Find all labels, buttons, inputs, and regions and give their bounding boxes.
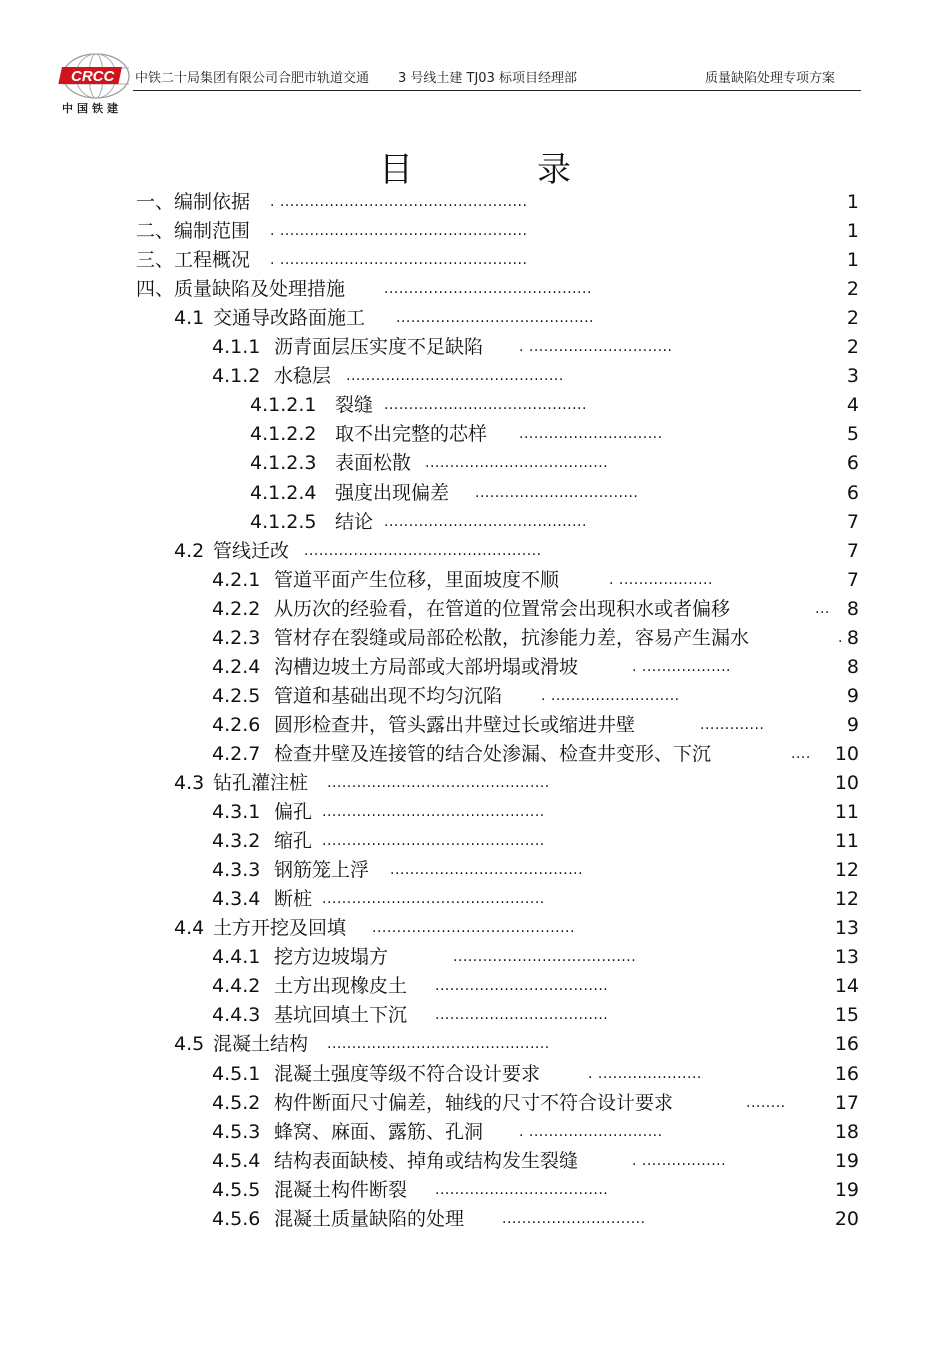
toc-entry-title: 结论: [335, 510, 374, 533]
toc-entry-title: 土方开挖及回填: [213, 917, 347, 940]
toc-entry-number: 4.1.2.2: [250, 423, 317, 446]
toc-entry-title: 二、编制范围: [136, 220, 251, 243]
toc-entry-leader-dots: . ...........................: [519, 1123, 663, 1140]
toc-entry-number: 4.2.7: [212, 742, 261, 765]
toc-entry[interactable]: [0, 595, 950, 624]
toc-entry-title: 构件断面尺寸偏差，轴线的尺寸不符合设计要求: [274, 1091, 674, 1114]
header-project: 3 号线土建 TJ03 标项目经理部: [398, 71, 577, 86]
toc-entry-leader-dots: ....: [791, 745, 811, 762]
toc-entry[interactable]: [0, 537, 950, 566]
toc-entry-title: 混凝土强度等级不符合设计要求: [274, 1062, 541, 1085]
toc-entry-title: 缩孔: [274, 830, 313, 853]
toc-entry[interactable]: [0, 1176, 950, 1205]
toc-entry-number: 4.1.2.3: [250, 452, 317, 475]
toc-entry[interactable]: [0, 1030, 950, 1059]
header-doc-title: 质量缺陷处理专项方案: [705, 71, 836, 86]
header-rule: [133, 90, 861, 91]
toc-entry-title: 沟槽边坡土方局部或大部坍塌或滑坡: [274, 655, 579, 678]
toc-entry[interactable]: [0, 420, 950, 449]
toc-entry-number: 4.5.6: [212, 1207, 261, 1230]
toc-entry-leader-dots: .......................................: [390, 862, 584, 879]
toc-entry-number: 4.3.1: [212, 801, 261, 824]
toc-entry-page-number: 10: [834, 742, 859, 765]
toc-entry-title: 表面松散: [335, 452, 412, 475]
toc-entry-page-number: 15: [834, 1004, 859, 1027]
toc-entry-number: 4.3.2: [212, 830, 261, 853]
toc-entry-page-number: 9: [846, 713, 859, 736]
toc-entry-page-number: 9: [846, 684, 859, 707]
toc-entry-page-number: 1: [846, 220, 859, 243]
toc-entry-leader-dots: .............: [700, 716, 765, 733]
toc-entry[interactable]: [0, 653, 950, 682]
toc-entry[interactable]: [0, 856, 950, 885]
toc-entry[interactable]: [0, 1205, 950, 1234]
toc-entry[interactable]: [0, 1147, 950, 1176]
toc-entry-title: 管道平面产生位移，里面坡度不顺: [274, 568, 560, 591]
toc-entry-number: 4.4.1: [212, 946, 261, 969]
toc-entry[interactable]: [0, 479, 950, 508]
toc-entry-leader-dots: ...................................: [435, 1181, 609, 1198]
title-char-2: 录: [537, 150, 571, 190]
toc-entry-leader-dots: . ..................................................: [270, 252, 528, 269]
toc-entry-page-number: 7: [846, 568, 859, 591]
toc-entry-number: 4.5.3: [212, 1120, 261, 1143]
toc-entry-leader-dots: ...................................: [435, 1007, 609, 1024]
toc-entry-title: 土方出现橡皮土: [274, 975, 408, 998]
toc-entry-title: 混凝土质量缺陷的处理: [274, 1207, 465, 1230]
toc-entry-page-number: 7: [846, 510, 859, 533]
toc-entry-title: 基坑回填土下沉: [274, 1004, 408, 1027]
toc-entry-leader-dots: . .................: [632, 1152, 727, 1169]
toc-entry-leader-dots: .............................................: [322, 833, 545, 850]
toc-entry-title: 强度出现偏差: [335, 481, 450, 504]
toc-entry-number: 4.2.5: [212, 684, 261, 707]
toc-entry-leader-dots: ........: [746, 1094, 786, 1111]
toc-entry-leader-dots: .........................................: [372, 920, 575, 937]
toc-entry-title: 挖方边坡塌方: [274, 946, 389, 969]
toc-entry-page-number: 1: [846, 191, 859, 213]
toc-entry-title: 钻孔灌注桩: [213, 772, 309, 794]
toc-entry-leader-dots: . .....................: [588, 1065, 702, 1082]
toc-entry[interactable]: [0, 449, 950, 478]
toc-entry-leader-dots: ...: [815, 600, 830, 617]
toc-entry[interactable]: [0, 275, 950, 304]
toc-entry-page-number: 18: [834, 1120, 859, 1143]
toc-entry-page-number: 20: [834, 1207, 859, 1230]
toc-entry-leader-dots: .: [838, 629, 843, 646]
toc-entry-number: 4.2.4: [212, 655, 261, 678]
toc-entry-page-number: 12: [834, 888, 859, 911]
toc-entry-leader-dots: .........................................: [384, 513, 587, 530]
toc-entry-page-number: 10: [834, 772, 859, 794]
toc-entry-page-number: 16: [834, 1062, 859, 1085]
toc-entry-page-number: 3: [846, 365, 859, 388]
toc-entry-title: 混凝土构件断裂: [274, 1178, 408, 1201]
toc-entry-page-number: 19: [834, 1149, 859, 1172]
toc-entry-title: 结构表面缺棱、掉角或结构发生裂缝: [274, 1149, 579, 1172]
toc-entry[interactable]: [0, 682, 950, 711]
toc-entry-page-number: 2: [846, 307, 859, 330]
toc-entry-page-number: 8: [846, 626, 859, 649]
toc-entry-leader-dots: .....................................: [453, 949, 637, 966]
toc-entry-leader-dots: . ..........................: [541, 687, 680, 704]
toc-entry[interactable]: [0, 1118, 950, 1147]
toc-entry[interactable]: [0, 914, 950, 943]
toc-entry-title: 三、工程概况: [136, 249, 251, 272]
header-org: 中铁二十局集团有限公司合肥市轨道交通: [135, 71, 370, 86]
toc-entry-page-number: 8: [846, 655, 859, 678]
toc-entry-leader-dots: .............................................: [322, 891, 545, 908]
toc-entry-page-number: 14: [834, 975, 859, 998]
toc-entry-number: 4.1.1: [212, 336, 261, 359]
toc-entry-leader-dots: .............................................: [327, 1036, 550, 1053]
toc-entry-leader-dots: ........................................: [396, 310, 595, 327]
toc-entry[interactable]: [0, 508, 950, 537]
toc-entry[interactable]: [0, 740, 950, 769]
toc-entry[interactable]: [0, 391, 950, 420]
toc-entry-number: 4.3.3: [212, 859, 261, 882]
toc-entry[interactable]: [0, 827, 950, 856]
toc-entry-leader-dots: ............................................: [346, 368, 564, 385]
toc-entry-title: 四、质量缺陷及处理措施: [136, 278, 346, 301]
svg-text:CRCC: CRCC: [71, 68, 115, 85]
toc-entry-page-number: 6: [846, 481, 859, 504]
toc-entry-page-number: 1: [846, 249, 859, 272]
toc-entry-title: 一、编制依据: [136, 191, 251, 213]
svg-text:中国铁建: 中国铁建: [62, 102, 122, 115]
toc-entry[interactable]: [0, 711, 950, 740]
toc-entry-number: 4.5.4: [212, 1149, 261, 1172]
crcc-logo-icon: [58, 48, 138, 118]
toc-entry-title: 取不出完整的芯样: [335, 423, 488, 446]
toc-entry-title: 检查井壁及连接管的结合处渗漏、检查井变形、下沉: [274, 742, 712, 765]
toc-entry-title: 管线迁改: [213, 539, 290, 562]
toc-entry-title: 断桩: [274, 888, 313, 911]
toc-entry-title: 偏孔: [274, 801, 313, 824]
toc-entry-number: 4.2.1: [212, 568, 261, 591]
toc-entry-leader-dots: . ..................................................: [270, 223, 528, 240]
toc-entry-leader-dots: . .............................: [519, 339, 673, 356]
toc-entry-title: 沥青面层压实度不足缺陷: [274, 336, 484, 359]
toc-entry-page-number: 13: [834, 917, 859, 940]
toc-entry[interactable]: [0, 1060, 950, 1089]
toc-entry[interactable]: [0, 333, 950, 362]
toc-entry-number: 4.2.2: [212, 597, 261, 620]
toc-entry-number: 4.1.2.5: [250, 510, 317, 533]
toc-entry-page-number: 16: [834, 1033, 859, 1056]
toc-entry-page-number: 11: [834, 830, 859, 853]
toc-entry-leader-dots: . ..................................................: [270, 194, 528, 210]
toc-entry-number: 4.1.2.1: [250, 394, 317, 417]
toc-entry-title: 水稳层: [274, 365, 332, 388]
toc-entry-page-number: 2: [846, 278, 859, 301]
toc-entry-page-number: 12: [834, 859, 859, 882]
toc-entry[interactable]: [0, 188, 950, 217]
toc-entry-number: 4.5: [174, 1033, 205, 1056]
toc-entry-number: 4.5.1: [212, 1062, 261, 1085]
toc-entry[interactable]: [0, 217, 950, 246]
toc-entry-title: 圆形检查井，管头露出井壁过长或缩进井壁: [274, 713, 636, 736]
toc-entry[interactable]: [0, 362, 950, 391]
toc-entry-leader-dots: .....................................: [425, 455, 609, 472]
toc-entry[interactable]: [0, 1001, 950, 1030]
toc-entry-title: 钢筋笼上浮: [274, 859, 370, 882]
toc-entry-page-number: 5: [846, 423, 859, 446]
toc-entry[interactable]: [0, 943, 950, 972]
toc-entry-number: 4.2: [174, 539, 205, 562]
toc-entry[interactable]: [0, 798, 950, 827]
toc-entry-title: 混凝土结构: [213, 1033, 309, 1056]
toc-entry-page-number: 7: [846, 539, 859, 562]
toc-entry-title: 管道和基础出现不均匀沉陷: [274, 684, 503, 707]
toc-entry-leader-dots: . ..................: [632, 658, 732, 675]
toc-entry-page-number: 11: [834, 801, 859, 824]
toc-entry-page-number: 19: [834, 1178, 859, 1201]
page-title: [0, 142, 950, 191]
toc-entry[interactable]: [0, 885, 950, 914]
toc-entry[interactable]: [0, 1089, 950, 1118]
toc-entry[interactable]: [0, 769, 950, 798]
toc-entry-leader-dots: .............................: [502, 1210, 646, 1227]
toc-entry-title: 蜂窝、麻面、露筋、孔洞: [274, 1120, 484, 1143]
toc-entry-title: 裂缝: [335, 394, 374, 417]
toc-entry-number: 4.2.3: [212, 626, 261, 649]
toc-entry-number: 4.4.2: [212, 975, 261, 998]
toc-entry-number: 4.1.2: [212, 365, 261, 388]
toc-entry-page-number: 6: [846, 452, 859, 475]
toc-entry-leader-dots: ..........................................: [384, 281, 592, 298]
toc-entry-page-number: 2: [846, 336, 859, 359]
toc-entry-page-number: 4: [846, 394, 859, 417]
toc-entry-number: 4.4: [174, 917, 205, 940]
toc-entry-title: 管材存在裂缝或局部砼松散，抗渗能力差，容易产生漏水: [274, 626, 750, 649]
toc-entry[interactable]: [0, 246, 950, 275]
title-char-1: 目: [379, 150, 413, 190]
toc-entry[interactable]: [0, 624, 950, 653]
toc-entry-number: 4.4.3: [212, 1004, 261, 1027]
toc-entry-leader-dots: .................................: [475, 484, 639, 501]
toc-entry-page-number: 8: [846, 597, 859, 620]
toc-entry[interactable]: [0, 304, 950, 333]
toc-entry[interactable]: [0, 566, 950, 595]
toc-entry-number: 4.2.6: [212, 713, 261, 736]
toc-entry-page-number: 13: [834, 946, 859, 969]
toc-entry-title: 从历次的经验看，在管道的位置常会出现积水或者偏移: [274, 597, 731, 620]
toc-entry-leader-dots: ...................................: [435, 978, 609, 995]
toc-entry-leader-dots: .............................................: [327, 775, 550, 791]
toc-entry[interactable]: [0, 972, 950, 1001]
toc-entry-number: 4.3: [174, 772, 205, 794]
toc-entry-leader-dots: .............................................: [322, 804, 545, 821]
toc-entry-number: 4.1: [174, 307, 205, 330]
toc-entry-leader-dots: .............................: [519, 426, 663, 443]
toc-entry-number: 4.5.2: [212, 1091, 261, 1114]
toc-entry-leader-dots: ................................................: [304, 542, 542, 559]
toc-entry-number: 4.1.2.4: [250, 481, 317, 504]
toc-entry-page-number: 17: [834, 1091, 859, 1114]
toc-entry-number: 4.3.4: [212, 888, 261, 911]
toc-entry-title: 交通导改路面施工: [213, 307, 366, 330]
toc-entry-leader-dots: . ...................: [609, 571, 713, 588]
toc-entry-number: 4.5.5: [212, 1178, 261, 1201]
crcc-logo: [58, 48, 138, 118]
toc-entry-leader-dots: .........................................: [384, 397, 587, 414]
